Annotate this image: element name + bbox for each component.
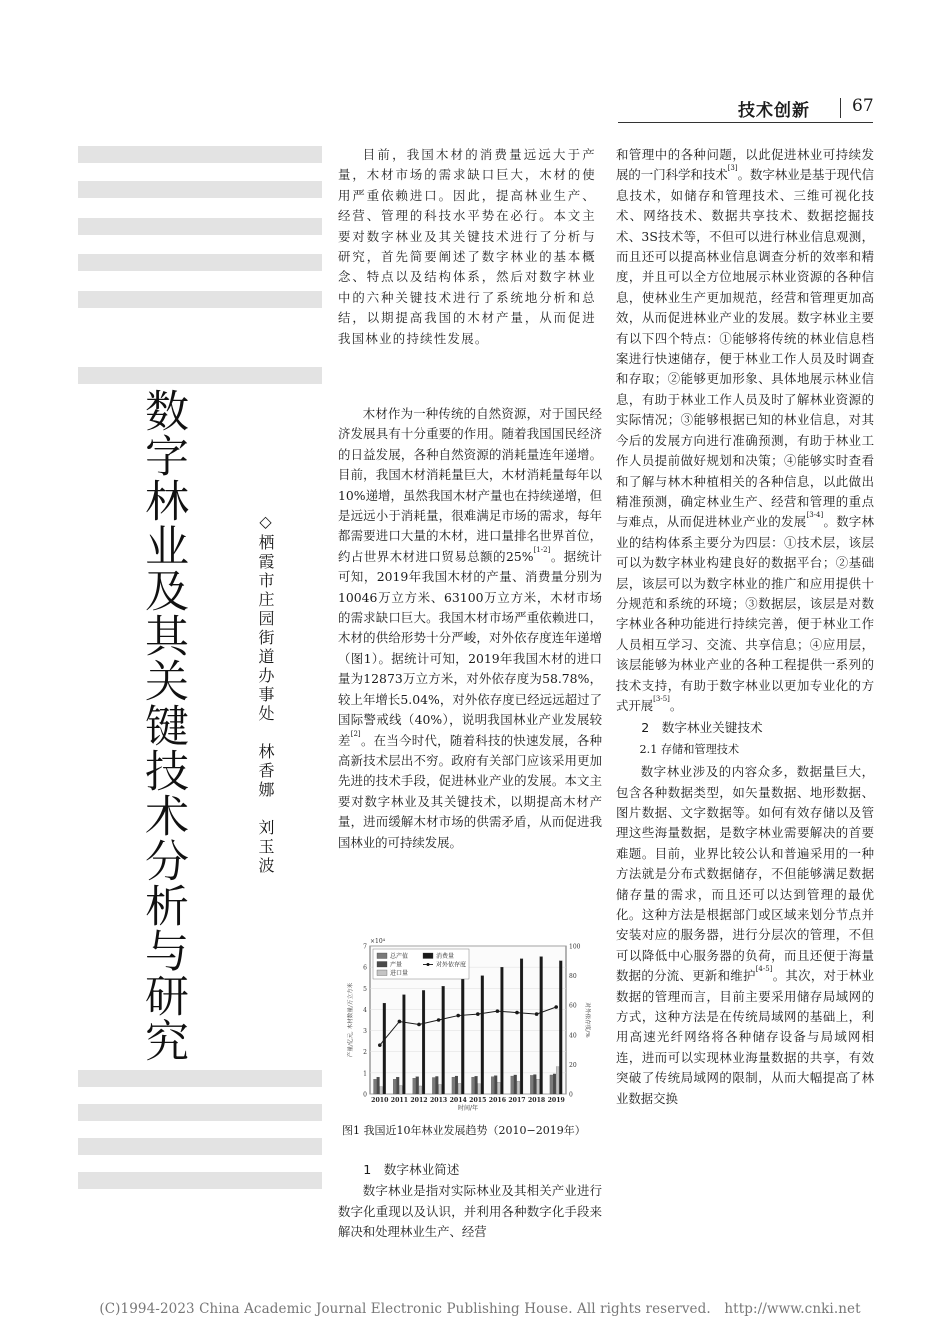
x-tick-label: 2019 bbox=[547, 1097, 565, 1104]
y2-tick-label: 20 bbox=[569, 1061, 577, 1069]
bar-产量 bbox=[533, 1075, 536, 1094]
figure-1-chart bbox=[342, 936, 594, 1120]
bar-进口量 bbox=[380, 1087, 383, 1094]
bar-消费量 bbox=[383, 1003, 386, 1094]
y-tick-label: 6 bbox=[363, 964, 367, 972]
y-tick-label: 1 bbox=[363, 1070, 367, 1078]
line-point bbox=[496, 1009, 500, 1013]
section-2-1-paragraph: 数字林业涉及的内容众多，数据量巨大，包含各种数据类型，如矢量数据、地形数据、图片数据、文字数据等。如何有效存储以及管理这些海量数据，是数字林业需要解决的首要难题。目前，业界比较公认和普遍采用的一种方法就是分布式数据储存，不但能够满足数据储存量的需求，而且还可以达到管理的最优化。这种方法是根据部门或区域来划分节点并安装对应的服务器，进行分层次的管理，不但可以降低中心服务器的负荷，而且还便于海量数据的分流、更新和维护[4-5]。其次，对于林业数据的管理而言，目前主要采用储存局域网的方式，这种方法是在传统局域网的基础上，利用高速光纤网络将各种储存设备与局域网相连，进而可以实现林业海量数据的共享，有效突破了传统局域网的限制，从而大幅提高了林业数据交换 bbox=[616, 764, 875, 1106]
bar-进口量 bbox=[458, 1083, 461, 1094]
legend-marker bbox=[427, 963, 430, 966]
y-tick-label: 3 bbox=[363, 1028, 367, 1036]
bar-总产值 bbox=[550, 1075, 553, 1094]
bar-产量 bbox=[435, 1076, 438, 1094]
x-tick-label: 2013 bbox=[429, 1097, 448, 1104]
bar-消费量 bbox=[501, 967, 504, 1094]
y2-tick-label: 0 bbox=[569, 1091, 573, 1099]
bar-总产值 bbox=[472, 1077, 475, 1094]
bar-产量 bbox=[416, 1077, 419, 1094]
x-tick-label: 2016 bbox=[488, 1097, 507, 1104]
author-line: ◇栖霞市庄园街道办事处 林香娜 刘玉波 bbox=[256, 512, 275, 876]
line-point bbox=[378, 1043, 382, 1047]
bar-总产值 bbox=[530, 1075, 533, 1094]
x-tick-label: 2010 bbox=[371, 1097, 389, 1104]
y-multiplier: ×10⁴ bbox=[370, 938, 386, 945]
x-tick-label: 2018 bbox=[527, 1097, 546, 1104]
bar-总产值 bbox=[432, 1078, 435, 1094]
line-point bbox=[417, 1023, 421, 1027]
header-divider bbox=[840, 98, 841, 118]
legend-label: 总产值 bbox=[390, 953, 409, 961]
chart-svg bbox=[342, 936, 594, 1120]
bar-进口量 bbox=[419, 1086, 422, 1094]
y2-tick-label: 80 bbox=[569, 973, 577, 981]
bar-总产值 bbox=[393, 1079, 396, 1094]
bar-进口量 bbox=[439, 1084, 442, 1094]
bar-进口量 bbox=[537, 1079, 540, 1094]
bar-产量 bbox=[494, 1076, 497, 1094]
header-rule bbox=[618, 122, 873, 123]
line-point bbox=[535, 1012, 539, 1016]
bar-产量 bbox=[377, 1077, 380, 1094]
legend-label: 消费量 bbox=[436, 953, 455, 961]
bar-消费量 bbox=[481, 976, 484, 1094]
section-1-paragraph: 数字林业是指对实际林业及其相关产业进行数字化重现以及认识，并利用各种数字化手段来解决和处理林业生产、经营 bbox=[338, 1183, 602, 1240]
bar-进口量 bbox=[556, 1067, 559, 1094]
y-axis-label: 产量/亿元, 木材数量/万立方米 bbox=[348, 982, 354, 1058]
bar-消费量 bbox=[422, 990, 425, 1094]
bar-消费量 bbox=[540, 957, 543, 1094]
bar-产量 bbox=[514, 1075, 517, 1094]
bar-消费量 bbox=[520, 959, 523, 1094]
bar-产量 bbox=[553, 1074, 556, 1094]
section-1-heading: 1 数字林业简述 bbox=[363, 1162, 460, 1177]
y-tick-label: 4 bbox=[363, 1006, 367, 1014]
y-tick-label: 7 bbox=[363, 943, 367, 951]
y2-tick-label: 60 bbox=[569, 1002, 577, 1010]
x-tick-label: 2015 bbox=[469, 1097, 487, 1104]
legend-label: 对外依存度 bbox=[436, 961, 467, 969]
x-tick-label: 2012 bbox=[410, 1097, 428, 1104]
copyright-footer: (C)1994-2023 China Academic Journal Electronic Publishing House. All rights reserved. http://www.cnki.net bbox=[99, 1301, 861, 1317]
bar-产量 bbox=[396, 1077, 399, 1094]
line-point bbox=[554, 1005, 558, 1009]
x-tick-label: 2011 bbox=[390, 1097, 409, 1104]
y-tick-label: 2 bbox=[363, 1049, 367, 1057]
bar-进口量 bbox=[399, 1086, 402, 1094]
y2-axis-label: 对外依存度/% bbox=[584, 1002, 590, 1038]
journal-section-title: 技术创新 bbox=[738, 101, 810, 121]
bar-进口量 bbox=[478, 1084, 481, 1094]
x-axis-label: 时间/年 bbox=[457, 1105, 479, 1112]
y-tick-label: 5 bbox=[363, 985, 367, 993]
legend-label: 进口量 bbox=[390, 970, 409, 978]
subsection-2-1-heading: 2.1 存储和管理技术 bbox=[639, 742, 740, 756]
right-column bbox=[616, 145, 874, 1109]
x-tick-label: 2017 bbox=[508, 1097, 526, 1104]
intro-column bbox=[338, 404, 602, 853]
x-tick-label: 2014 bbox=[449, 1097, 467, 1104]
y-tick-label: 0 bbox=[363, 1091, 367, 1099]
abstract: 目前，我国木材的消费量远远大于产量，木材市场的需求缺口巨大，木材的使用严重依赖进口。因此，提高林业生产、经营、管理的科技水平势在必行。本文主要对数字林业及其关键技术进行了分析与研究，首先简要阐述了数字林业的基本概念、特点以及结构体系，然后对数字林业中的六种关键技术进行了系统地分析和总结，以期提高我国的木材产量，从而促进我国林业的持续性发展。 bbox=[338, 147, 596, 346]
bar-消费量 bbox=[559, 961, 562, 1094]
legend-swatch bbox=[377, 962, 387, 968]
legend-label: 产量 bbox=[390, 961, 403, 969]
decorative-stripes bbox=[78, 143, 322, 1203]
article-title: 数字林业及其关键技术分析与研究 bbox=[137, 388, 188, 1063]
line-point bbox=[476, 1012, 480, 1016]
line-point bbox=[456, 1014, 460, 1018]
bar-总产值 bbox=[452, 1077, 455, 1094]
intro-paragraph: 木材作为一种传统的自然资源，对于国民经济发展具有十分重要的作用。随着我国国民经济的日益发展，各种自然资源的消耗量连年递增。目前，我国木材消耗量巨大，木材消耗量每年以10%递增，虽然我国木材产量也在持续递增，但是远远小于消耗量，很难满足市场的需求，每年都需要进口大量的木材，进口量排名世界首位，约占世界木材进口贸易总额的25%[1-2]。据统计可知，2019年我国木材的产量、消费量分别为10046万立方米、63100万立方米，木材市场的需求缺口巨大。我国木材市场严重依赖进口，木材的供给形势十分严峻，对外依存度连年递增（图1）。据统计可知，2019年我国木材的进口量为12873万立方米，对外依存度为58.78%，较上年增长5.04%，对外依存度已经远远超过了国际警戒线（40%），说明我国林业产业发展较差[2]。在当今时代，随着科技的快速发展，各种高新技术层出不穷。政府有关部门应该采用更加先进的技术手段，促进林业产业的发展。本文主要对数字林业及其关键技术，以期提高木材产量，进而缓解木材市场的供需矛盾，从而促进我国林业的可持续发展。 bbox=[338, 406, 603, 850]
bar-总产值 bbox=[374, 1079, 377, 1094]
bar-总产值 bbox=[511, 1076, 514, 1094]
figure-caption: 图1 我国近10年林业发展趋势（2010−2019年） bbox=[342, 1124, 586, 1137]
bar-总产值 bbox=[413, 1078, 416, 1094]
bar-消费量 bbox=[442, 986, 445, 1094]
legend-swatch bbox=[377, 953, 387, 959]
y2-tick-label: 100 bbox=[569, 943, 581, 951]
line-point bbox=[398, 1020, 402, 1024]
bar-消费量 bbox=[461, 978, 464, 1094]
page-number: 67 bbox=[852, 96, 874, 116]
bar-消费量 bbox=[403, 995, 406, 1094]
bar-进口量 bbox=[517, 1081, 520, 1094]
bar-进口量 bbox=[497, 1082, 500, 1094]
bar-总产值 bbox=[491, 1077, 494, 1094]
legend-swatch bbox=[423, 953, 433, 959]
legend-swatch bbox=[377, 970, 387, 976]
section-2-heading: 2 数字林业关键技术 bbox=[641, 720, 763, 736]
bar-产量 bbox=[475, 1076, 478, 1094]
y2-tick-label: 40 bbox=[569, 1032, 577, 1040]
section-1-start bbox=[338, 1158, 602, 1243]
section-1-continued: 和管理中的各种问题，以此促进林业可持续发展的一门科学和技术[3]。数字林业是基于现代信息技术，如储存和管理技术、三维可视化技术、网络技术、数据共享技术、数据挖掘技术、3S技术等，不但可以进行林业信息观测，而且还可以提高林业信息调查分析的效率和精度，并且可以全方位地展示林业资源的各种信息，使林业生产更加规范，经营和管理更加高效，从而促进林业产业的发展。数字林业主要有以下四个特点：①能够将传统的林业信息档案进行快速储存，便于林业工作人员及时调查和存取；②能够更加形象、具体地展示林业信息，有助于林业工作人员及时了解林业资源的实际情况；③能够根据已知的林业信息，对其今后的发展方向进行准确预测，有助于林业工作人员提前做好规划和决策；④能够实时查看和了解与林木种植相关的各种信息，以此做出精准预测，确定林业生产、经营和管理的重点与难点，从而促进林业产业的发展[3-4]。数字林业的结构体系主要分为四层：①技术层，该层可以为数字林业构建良好的数据平台；②基础层，该层可以为数字林业的推广和应用提供十分规范和系统的环境；③数据层，该层是对数字林业各种功能进行持续完善，便于林业工作人员相互学习、交流、共享信息；④应用层，该层能够为林业产业的各种工程提供一系列的技术支持，有助于数字林业以更加专业化的方式开展[3-5]。 bbox=[616, 147, 875, 713]
line-point bbox=[437, 1018, 441, 1022]
bar-产量 bbox=[455, 1076, 458, 1094]
line-point bbox=[515, 1011, 519, 1015]
